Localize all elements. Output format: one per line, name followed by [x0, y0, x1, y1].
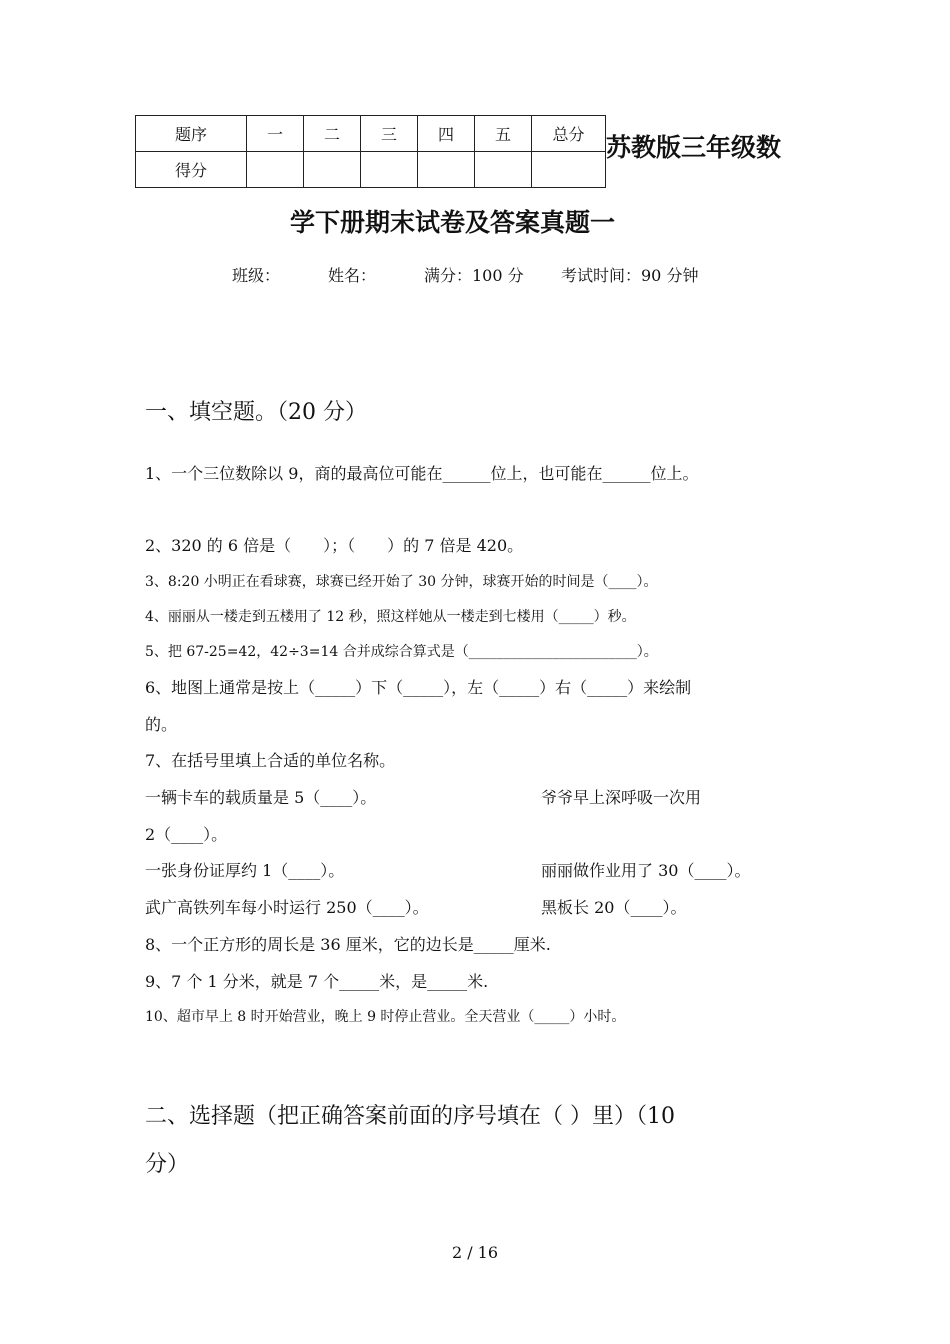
- info-class: 班级：: [232, 266, 281, 285]
- score-input-cell[interactable]: [418, 152, 475, 188]
- score-input-cell[interactable]: [532, 152, 606, 188]
- info-name: 姓名：: [328, 266, 377, 285]
- score-table-header-row: [136, 116, 606, 152]
- score-table: [135, 115, 606, 188]
- question-7-item-blackboard: 黑板长 20（____）。: [541, 898, 687, 917]
- page-title-line2: 学下册期末试卷及答案真题一: [290, 208, 616, 237]
- question-7-item-idcard: 一张身份证厚约 1（____）。: [145, 861, 345, 880]
- question-7: 7、在括号里填上合适的单位名称。: [145, 751, 396, 770]
- page-title-line1: 苏教版三年级数: [606, 133, 782, 162]
- question-7-item-breath: 爷爷早上深呼吸一次用: [541, 788, 702, 807]
- score-input-cell[interactable]: [475, 152, 532, 188]
- info-time: 考试时间：90 分钟: [561, 266, 699, 285]
- score-cell: 一: [247, 116, 304, 152]
- info-full-score: 满分：100 分: [424, 266, 524, 285]
- question-7-item-truck: 一辆卡车的载质量是 5（____）。: [145, 788, 377, 807]
- question-10: 10、超市早上 8 时开始营业，晚上 9 时停止营业。全天营业（_____）小时。: [145, 1009, 626, 1025]
- score-cell: 二: [304, 116, 361, 152]
- score-input-cell[interactable]: [247, 152, 304, 188]
- score-input-cell[interactable]: [304, 152, 361, 188]
- score-cell: 题序: [136, 116, 247, 152]
- question-7-item-breath-cont: 2（____）。: [145, 825, 228, 844]
- question-1: 1、一个三位数除以 9，商的最高位可能在______位上，也可能在______位上。: [145, 464, 699, 483]
- score-table-score-row: [136, 152, 606, 188]
- section-1-title: 一、填空题。（20 分）: [145, 400, 367, 425]
- question-6-line1: 6、地图上通常是按上（_____）下（_____），左（_____）右（_____）来绘制: [145, 678, 692, 697]
- score-cell: 总分: [532, 116, 606, 152]
- question-5: 5、把 67-25=42，42÷3=14 合并成综合算式是（________________________）。: [145, 644, 658, 660]
- question-7-item-train: 武广高铁列车每小时运行 250（____）。: [145, 898, 429, 917]
- question-9: 9、7 个 1 分米，就是 7 个_____米，是_____米.: [145, 972, 489, 991]
- question-3: 3、8:20 小明正在看球赛，球赛已经开始了 30 分钟，球赛开始的时间是（____）。: [145, 574, 658, 590]
- score-cell: 得分: [136, 152, 247, 188]
- question-8: 8、一个正方形的周长是 36 厘米，它的边长是_____厘米.: [145, 935, 551, 954]
- question-6-line2: 的。: [145, 715, 178, 734]
- page-number: 2 / 16: [451, 1243, 499, 1262]
- question-7-item-homework: 丽丽做作业用了 30（____）。: [541, 861, 751, 880]
- score-cell: 五: [475, 116, 532, 152]
- score-cell: 四: [418, 116, 475, 152]
- section-2-title-line1: 二、选择题（把正确答案前面的序号填在（ ）里）（10: [145, 1104, 675, 1129]
- score-input-cell[interactable]: [361, 152, 418, 188]
- question-2: 2、320 的 6 倍是（ ）；（ ）的 7 倍是 420。: [145, 536, 524, 555]
- score-cell: 三: [361, 116, 418, 152]
- section-2-title-line2: 分）: [145, 1152, 190, 1177]
- question-4: 4、丽丽从一楼走到五楼用了 12 秒，照这样她从一楼走到七楼用（_____）秒。: [145, 609, 636, 625]
